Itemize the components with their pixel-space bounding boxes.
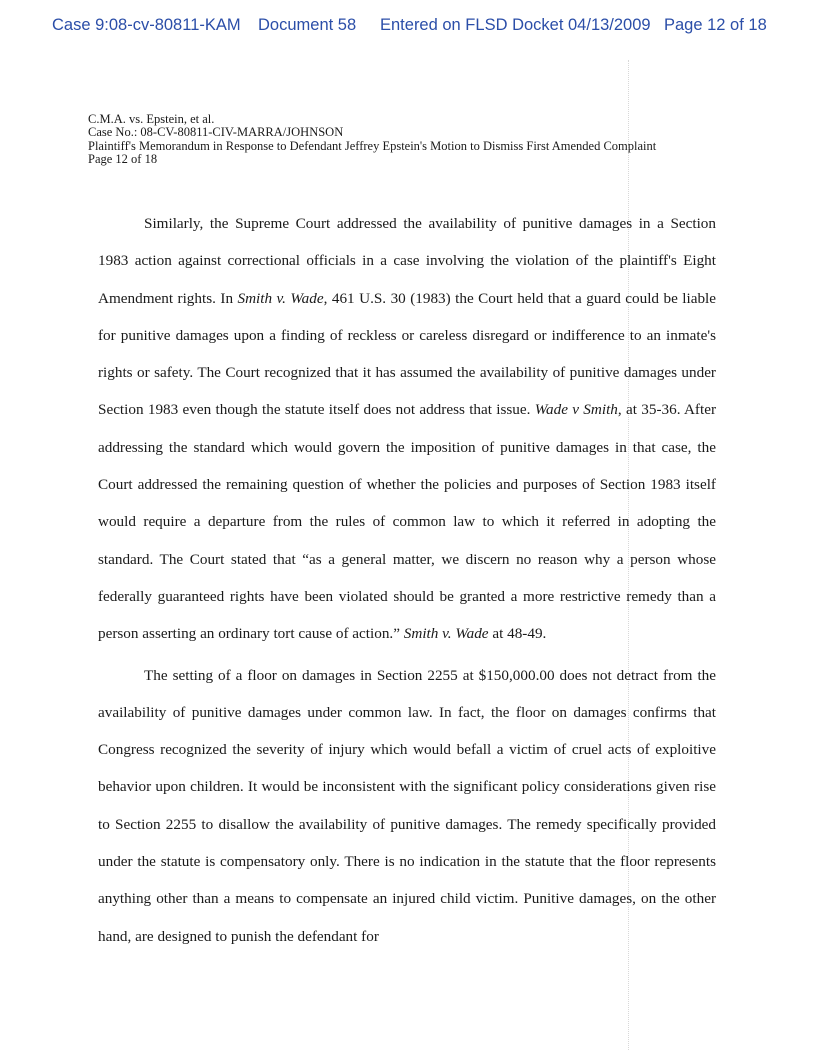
stamp-case-number: Case 9:08-cv-80811-KAM xyxy=(52,16,241,34)
paragraph-section-2255-floor: The setting of a floor on damages in Section 2255 at $150,000.00 does not detract from the availability of punitive damages under common law. In fact, the floor on damages confirms that Congress recognized the severity of injury which would befall a victim of cruel acts of exploitive behavior upon children. It would be inconsistent with the significant policy considerations given rise to Section 2255 to disallow the availability of punitive damages. The remedy specifically provided under the statute is compensatory only. There is no indication in the statute that the floor represents anything other than a means to compensate an injured child victim. Punitive damages, on the other hand, are designed to punish the defendant for xyxy=(98,666,716,945)
header-case-caption: C.M.A. vs. Epstein, et al. xyxy=(88,112,215,126)
stamp-page-number: Page 12 of 18 xyxy=(664,16,767,34)
case-citation-smith-v-wade-2: Smith v. Wade xyxy=(403,625,489,643)
p1-text-4: at 48-49. xyxy=(488,625,547,643)
docket-stamp xyxy=(0,16,816,40)
p1-text-3: , at 35-36. After addressing the standard which would govern the imposition of punitive damages in that case, the Court addressed the remaining question of whether the policies and purposes of Section 1983 itself would require a departure from the rules of common law to which it referred in adopting the standard. The Court stated that “as a general matter, we discern no reason why a person whose federally guaranteed rights have been violated should be granted a more restrictive remedy than a person asserting an ordinary tort cause of action.” xyxy=(98,401,716,643)
p1-text-2: , 461 U.S. 30 (1983) the Court held that a guard could be liable for punitive damages upon a finding of reckless or careless disregard or indifference to an inmate's rights or safety. The Court recognized that it has assumed the availability of punitive damages under Section 1983 even though the statute itself does not address that issue. xyxy=(98,289,717,419)
header-page-number: Page 12 of 18 xyxy=(88,151,158,166)
p1-text-1: Similarly, the Supreme Court addressed the availability of punitive damages in a Section 1983 action against correctional officials in a case involving the violation of the plaintiff's Eight Amendment rights. In xyxy=(98,215,716,307)
header-case-number: Case No.: 08-CV-80811-CIV-MARRA/JOHNSON xyxy=(88,125,344,140)
stamp-entered-date: Entered on FLSD Docket 04/13/2009 xyxy=(380,16,651,34)
stamp-document-number: Document 58 xyxy=(258,16,357,34)
case-citation-smith-v-wade: Smith v. Wade xyxy=(237,289,324,307)
document-header xyxy=(88,113,728,166)
paragraph-smith-v-wade xyxy=(98,205,716,653)
header-document-title: Plaintiff's Memorandum in Response to Defendant Jeffrey Epstein's Motion to Dismiss First Amended Complaint xyxy=(88,138,657,153)
case-citation-wade-v-smith: Wade v Smith xyxy=(534,401,618,419)
memorandum-body xyxy=(98,205,716,955)
